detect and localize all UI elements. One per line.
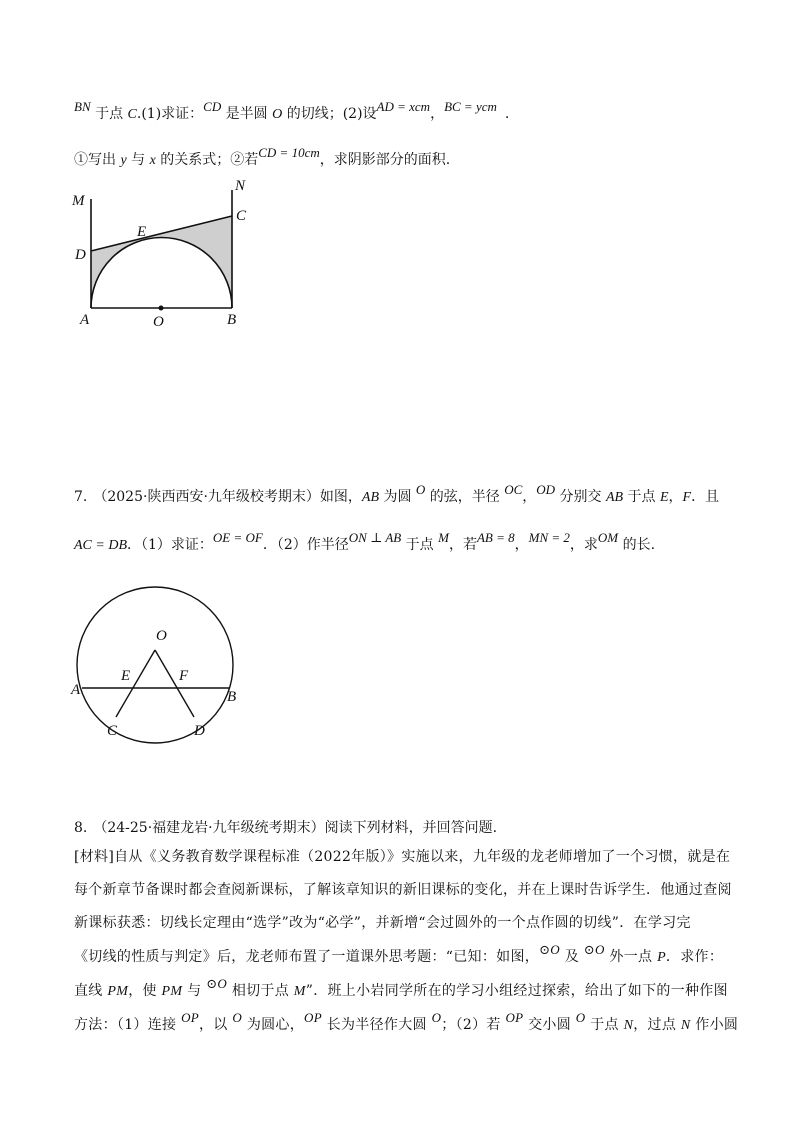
label-f: F xyxy=(179,668,189,684)
label-b: B xyxy=(227,689,237,705)
label-o: O xyxy=(153,314,164,330)
q8-p1: [材料]自从《义务教育数学课程标准（2022年版）》实施以来，九年级的龙老师增加了一个习惯，就是在 xyxy=(74,849,731,865)
circle-o xyxy=(77,587,233,743)
label-c: C xyxy=(236,208,247,224)
label-a: A xyxy=(71,682,81,698)
math-cd: CD xyxy=(203,99,222,114)
label-d: D xyxy=(75,247,86,263)
q7-line2: AC = DB．（1）求证：OE = OF．（2）作半径ON ⊥ AB 于点 M，若AB = 8，MN = 2，求OM 的长. xyxy=(74,530,656,553)
q7-line1: 7. （2025·陕西西安·九年级校考期末）如图，AB 为圆 O 的弦，半径 OC，OD 分别交 AB 于点 E，F．且 xyxy=(74,482,720,505)
label-b: B xyxy=(227,312,237,328)
q8-source: （24-25·福建龙岩·九年级统考期末） xyxy=(93,820,325,836)
math-cd-10: CD = 10cm xyxy=(258,145,320,160)
q6-line1: BN 于点 C.(1)求证：CD 是半圆 O 的切线；(2)设AD = xcm，BC = ycm . xyxy=(74,99,510,122)
q8-p2: 每个新章节备课时都会查阅新课标，了解该章知识的新旧课标的变化，并在上课时告诉学生．他通过查阅 xyxy=(74,882,732,898)
q8-material xyxy=(74,841,738,1042)
label-m: M xyxy=(72,193,85,209)
label-e: E xyxy=(137,224,147,240)
q8-header: 8. （24-25·福建龙岩·九年级统考期末）阅读下列材料，并回答问题. xyxy=(74,820,498,836)
label-o: O xyxy=(156,628,167,644)
label-n: N xyxy=(235,178,246,194)
label-d: D xyxy=(194,723,205,739)
math-bc-eq: BC = ycm xyxy=(444,99,497,114)
q6-line2: ①写出 y 与 x 的关系式；②若CD = 10cm，求阴影部分的面积. xyxy=(74,145,451,168)
q8-p4: 《切线的性质与判定》后，龙老师布置了一道课外思考题：“已知：如图，⊙O 及 ⊙O 外一点 P．求作： xyxy=(74,942,724,965)
arc-ac-eq-db: AC = DB xyxy=(74,538,127,553)
q8-p3: 新课标获悉：切线长定理由“选学”改为“必学”，并新增“会过圆外的一个点作圆的切线”．在学习完 xyxy=(74,915,691,931)
label-a: A xyxy=(80,312,90,328)
label-c: C xyxy=(107,723,118,739)
math-ad-eq: AD = xcm xyxy=(376,99,431,114)
q8-p6: 方法：（1）连接 OP，以 O 为圆心，OP 长为半径作大圆 O；（2）若 OP 交小圆 O 于点 N，过点 N 作小圆 xyxy=(74,1010,739,1033)
q7-source: （2025·陕西西安·九年级校考期末） xyxy=(93,489,320,505)
math-bn: BN xyxy=(74,99,91,114)
q8-p5: 直线 PM，使 PM 与 ⊙O 相切于点 M”．班上小岩同学所在的学习小组经过探索，给出了如下的一种作图 xyxy=(74,976,728,999)
label-e: E xyxy=(121,668,131,684)
q7-number: 7. xyxy=(74,489,88,505)
q8-number: 8. xyxy=(74,820,88,836)
